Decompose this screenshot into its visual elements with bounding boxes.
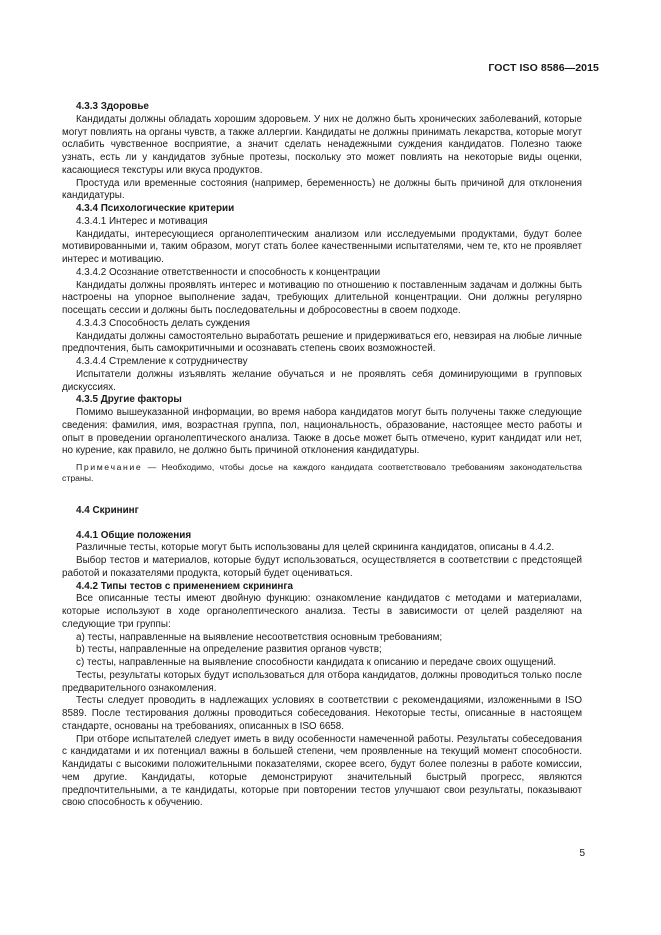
heading-health: 4.3.3 Здоровье: [76, 101, 149, 112]
paragraph: Кандидаты, интересующиеся органолептическим анализом или исследуемыми продуктами, будут более мотивированными и, таким образом, могут стать более качественными испытателями, чем те, кто не проявляет интерес и мотивацию.: [62, 228, 582, 265]
paragraph: Тесты, результаты которых будут использоваться для отбора кандидатов, должны проводиться только после предварительного ознакомления.: [62, 669, 582, 694]
paragraph: Кандидаты должны обладать хорошим здоровьем. У них не должно быть хронических заболеваний, которые могут повлиять на органы чувств, а также аллергии. Кандидаты не должны принимать лекарства, которые могут ослабить чувственное восприятие, а значит сделать ненадежными суждения кандидатов. Полезно также узнать, есть ли у кандидатов зубные протезы, поскольку это может повлиять на некоторые виды оценки, касающиеся текстуры или вкуса продуктов.: [62, 113, 582, 176]
subheading: 4.3.4.4 Стремление к сотрудничеству: [76, 356, 248, 367]
paragraph: Простуда или временные состояния (например, беременность) не должны быть причиной для отклонения кандидатуры.: [62, 177, 582, 202]
note: [62, 462, 582, 485]
heading-test-types: 4.4.2 Типы тестов с применением скрининга: [76, 580, 293, 592]
note-label: Примечание: [76, 462, 143, 472]
paragraph: Кандидаты должны самостоятельно выработать решение и придерживаться его, невзирая на любые личные предпочтения, быть самокритичными и осознавать степень своих возможностей.: [62, 330, 582, 355]
paragraph: Выбор тестов и материалов, которые будут использоваться, осуществляется в соответствии с предстоящей работой и показателями продукта, который будет оцениваться.: [62, 555, 582, 579]
heading-screening: 4.4 Скрининг: [76, 504, 139, 516]
heading-psych-criteria: 4.3.4 Психологические критерии: [76, 203, 235, 214]
list-item: b) тесты, направленные на определение развития органов чувств;: [76, 644, 382, 656]
subheading: 4.3.4.1 Интерес и мотивация: [76, 215, 208, 227]
document-body: [62, 101, 582, 810]
note-text: — Необходимо, чтобы досье на каждого кандидата соответствовало требованиям законодательства страны.: [62, 462, 582, 484]
subheading: 4.3.4.2 Осознание ответственности и способность к концентрации: [76, 266, 381, 278]
paragraph: При отборе испытателей следует иметь в виду особенности намеченной работы. Результаты собеседования с кандидатами и их потенциал важны в большей степени, чем проявленные на текущий момент способности. Кандидаты с высокими положительными показателями, скорее всего, будут более полезны в работе комиссии, чем другие. Кандидаты, которые демонстрируют значительный быстрый прогресс, являются предпочтительными, а те кандидаты, которые при повторении тестов улучшают свои результаты, показывают свою способность к обучению.: [62, 733, 582, 809]
page-number: 5: [579, 848, 585, 859]
paragraph: Различные тесты, которые могут быть использованы для целей скрининга кандидатов, описаны в 4.4.2.: [76, 542, 555, 554]
document-header: ГОСТ ISO 8586—2015: [488, 62, 599, 74]
paragraph: Все описанные тесты имеют двойную функцию: ознакомление кандидатов с методами и материалами, которые используют в ходе органолептического анализа. Тесты в зависимости от целей разделяют на следующие три группы:: [62, 593, 582, 630]
list-item: c) тесты, направленные на выявление способности кандидата к описанию и передаче своих ощущений.: [76, 657, 557, 669]
list-item: a) тесты, направленные на выявление несоответствия основным требованиям;: [76, 631, 443, 643]
paragraph: Испытатели должны изъявлять желание обучаться и не проявлять себя доминирующими в групповых дискуссиях.: [62, 368, 582, 393]
heading-other-factors: 4.3.5 Другие факторы: [76, 394, 182, 406]
paragraph: Кандидаты должны проявлять интерес и мотивацию по отношению к поставленным задачам и должны быть настроены на упорное выполнение задач, требующих длительной концентрации. Они должны регулярно посещать сессии и должны быть последовательны и добросовестны в своем подходе.: [62, 279, 582, 316]
heading-general: 4.4.1 Общие положения: [76, 529, 192, 541]
subheading: 4.3.4.3 Способность делать суждения: [76, 317, 250, 329]
paragraph: Тесты следует проводить в надлежащих условиях в соответствии с рекомендациями, изложенными в ISO 8589. После тестирования должны проводиться собеседования. Некоторые тесты, описанные в настоящем стандарте, основаны на требованиях, описанных в ISO 6658.: [62, 695, 582, 732]
paragraph: Помимо вышеуказанной информации, во время набора кандидатов могут быть получены также следующие сведения: фамилия, имя, возрастная группа, пол, национальность, образование, настоящее место работы и опыт в проведении органолептического анализа. Также в досье может быть отмечено, курит кандидат или нет, но курение, как правило, не должно быть причиной отклонения кандидатуры.: [62, 407, 582, 457]
